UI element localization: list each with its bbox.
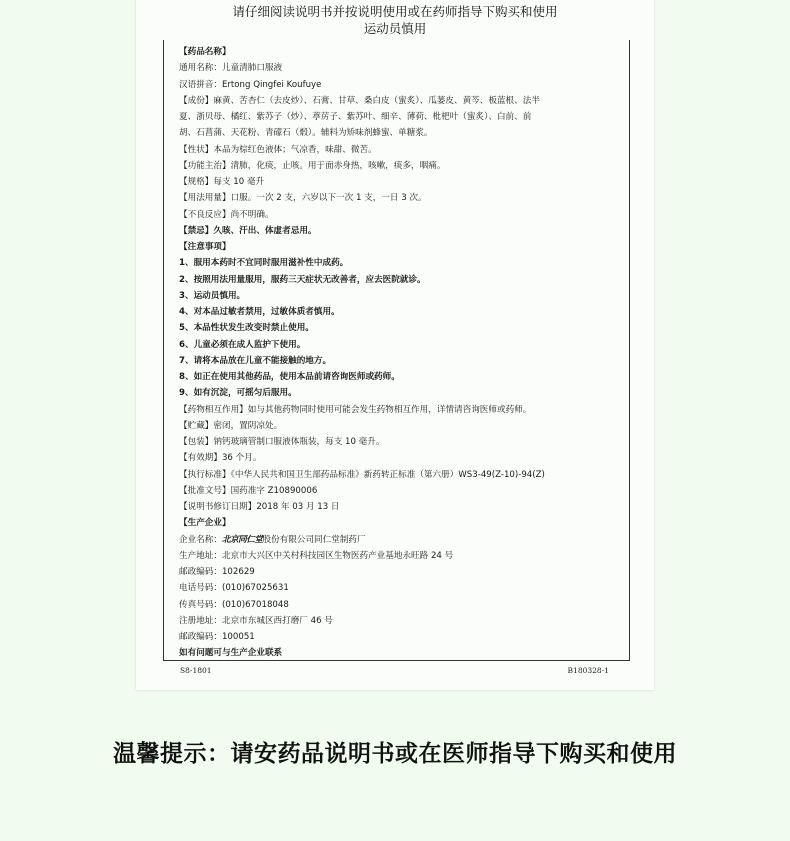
contact-line: 邮政编码：102629 [179,567,255,577]
leaflet-line: 通用名称：儿童清肺口服液 [179,63,283,74]
leaflet-line: 8、如正在使用其他药品，使用本品前请咨询医师或药师。 [179,372,400,382]
leaflet-line: 【功能主治】清肺，化痰，止咳。用于面赤身热，咳嗽，痰多，咽痛。 [179,160,446,171]
company-name-line [179,532,619,548]
leaflet-line: 4、对本品过敏者禁用，过敏体质者慎用。 [179,307,340,317]
leaflet-content [179,44,619,662]
company-name-label: 企业名称： [179,534,222,545]
leaflet-line: 【规格】每支 10 毫升 [179,177,265,187]
leaflet-line: 汉语拼音：Ertong Qingfei Koufuye [179,79,322,90]
contact-lines [179,548,619,646]
leaflet-line: 1、服用本药时不宜同时服用滋补性中成药。 [179,258,349,269]
leaflet-line: 夏、浙贝母、橘红、紫苏子（炒）、葶苈子、紫苏叶、细辛、薄荷、枇杷叶（蜜炙）、白前、前 [179,112,532,122]
leaflet-line: 【贮藏】密闭，置阴凉处。 [179,420,283,431]
leaflet-line: 7、请将本品放在儿童不能接触的地方。 [179,355,332,366]
sheet-header [136,3,654,37]
footer-right-code: B180328-1 [567,666,609,675]
leaflet-line: 【有效期】36 个月。 [179,453,262,464]
leaflet-line: 【说明书修订日期】2018 年 03 月 13 日 [179,502,340,512]
leaflet-line: 【生产企业】 [179,518,231,529]
leaflet-line: 【药物相互作用】如与其他药物同时使用可能会发生药物相互作用，详情请咨询医师或药师。 [179,404,532,415]
leaflet-line: 5、本品性状发生改变时禁止使用。 [179,323,314,334]
contact-line: 生产地址：北京市大兴区中关村科技园区生物医药产业基地永旺路 24 号 [179,550,454,561]
leaflet-line: 【执行标准】《中华人民共和国卫生部药品标准》新药转正标准（第六册）WS3-49(Z-10)-94(Z) [179,469,545,480]
leaflet-line: 【包装】钠钙玻璃管制口服液体瓶装，每支 10 毫升。 [179,437,385,447]
warm-tip: 温馨提示：请安药品说明书或在医师指导下购买和使用 [113,741,677,767]
contact-line: 邮政编码：100051 [179,632,255,642]
instruction-sheet [136,0,654,690]
leaflet-line: 9、如有沉淀，可摇匀后服用。 [179,388,297,399]
leaflet-line: 【药品名称】 [179,47,231,57]
company-name-rest: 股份有限公司同仁堂制药厂 [262,534,366,545]
contact-line: 传真号码：(010)67018048 [179,599,289,610]
leaflet-line: 2、按照用法用量服用，服药三天症状无改善者，应去医院就诊。 [179,274,426,285]
leaflet-line: 3、运动员慎用。 [179,290,246,301]
leaflet-line: 【性状】本品为棕红色液体；气凉香，味甜、微苦。 [179,144,377,155]
contact-line: 注册地址：北京市东城区西打磨厂 46 号 [179,615,333,626]
closing-line: 如有问题可与生产企业联系 [179,648,283,659]
leaflet-line: 【不良反应】尚不明确。 [179,209,274,220]
leaflet-line: 【注意事项】 [179,242,231,252]
leaflet-line: 【批准文号】国药准字 Z10890006 [179,485,318,496]
tongrentang-logo: 北京同仁堂 [221,534,263,545]
leaflet-line: 【禁忌】久咳、汗出、体虚者忌用。 [179,225,317,236]
leaflet-lines [179,44,619,532]
leaflet-line: 6、儿童必须在成人监护下使用。 [179,339,306,350]
contact-line: 电话号码：(010)67025631 [179,583,289,594]
footer-left-code: S8-1801 [180,666,212,675]
leaflet-line: 【成份】麻黄、苦杏仁（去皮炒）、石膏、甘草、桑白皮（蜜炙）、瓜蒌皮、黄芩、板蓝根、法半 [179,95,540,106]
header-warning: 请仔细阅读说明书并按说明使用或在药师指导下购买和使用 [232,4,558,19]
leaflet-line: 胡、石菖蒲、天花粉、青礞石（煅）。辅料为矫味剂蜂蜜、单糖浆。 [179,128,433,139]
header-athlete-caution: 运动员慎用 [363,21,427,36]
leaflet-line: 【用法用量】口服。一次 2 支，六岁以下一次 1 支，一日 3 次。 [179,193,427,204]
